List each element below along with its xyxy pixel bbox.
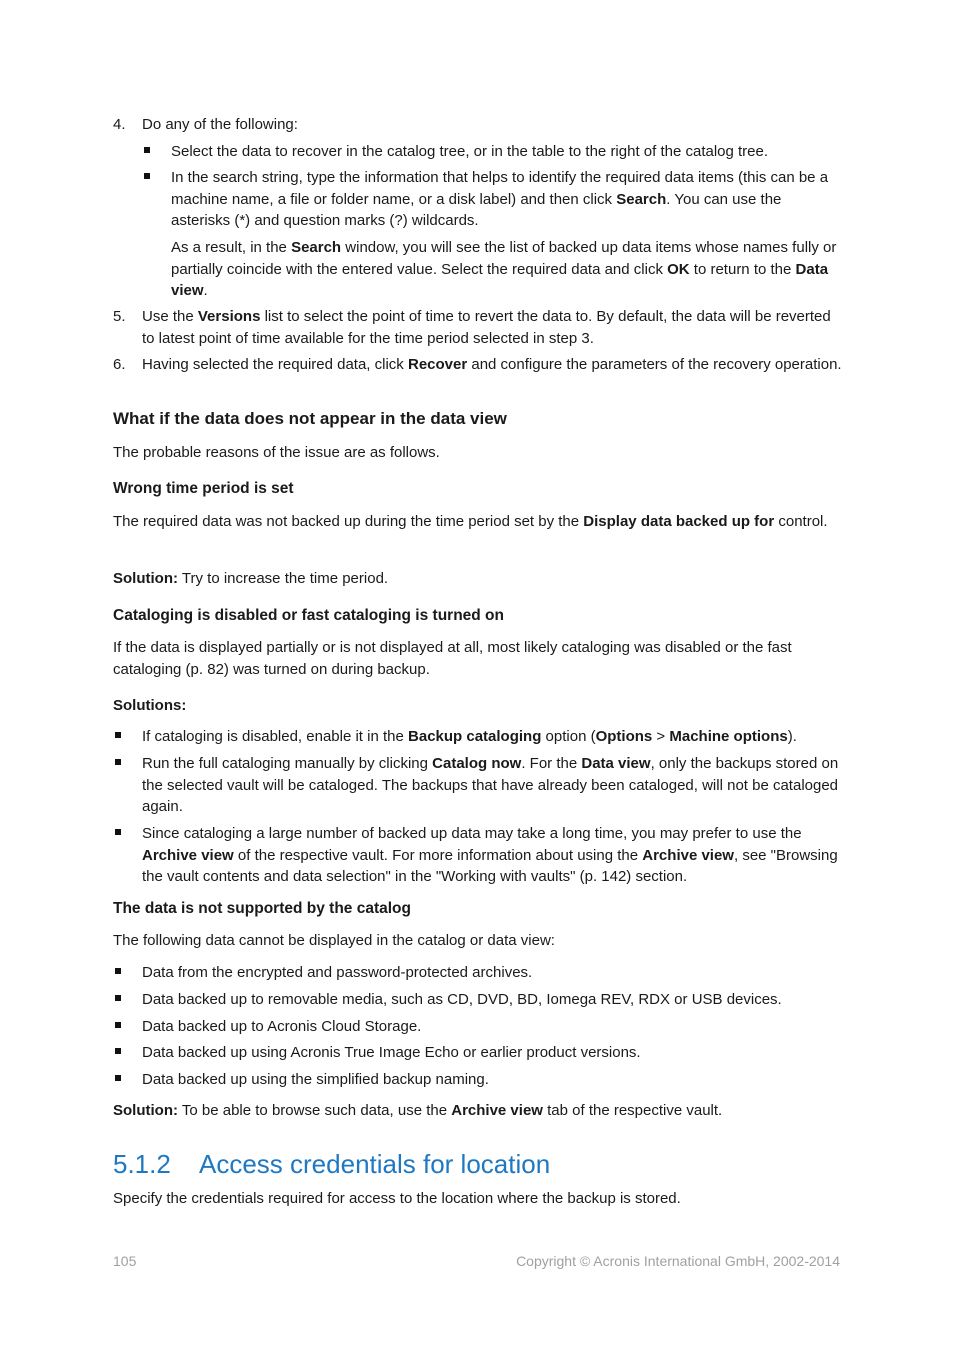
solution-paragraph: Solution: Try to increase the time period.: [113, 570, 389, 587]
section-title-text: Access credentials for location: [199, 1149, 551, 1179]
bullet-icon: [115, 1022, 121, 1028]
list-item-6: Having selected the required data, click Recover and configure the parameters of the recovery operation.: [142, 356, 842, 373]
bullet-icon: [115, 732, 121, 738]
bullet-icon: [115, 995, 121, 1001]
list-item: Data backed up to removable media, such as CD, DVD, BD, Iomega REV, RDX or USB devices.: [142, 991, 782, 1008]
paragraph: The required data was not backed up during the time period set by the Display data backed up for control.: [113, 513, 828, 530]
page-number: 105: [113, 1253, 137, 1269]
paragraph: The probable reasons of the issue are as follows.: [113, 444, 440, 461]
list-item: Data backed up using Acronis True Image Echo or earlier product versions.: [142, 1044, 641, 1061]
list-note: As a result, in the Search window, you will see the list of backed up data items whose names fully or partially coincide with the entered value. Select the required data and click OK to return to the Data view.: [171, 239, 837, 299]
section-heading: What if the data does not appear in the data view: [113, 409, 507, 428]
list-item: Data backed up using the simplified backup naming.: [142, 1071, 489, 1088]
list-item-5: Use the Versions list to select the point of time to revert the data to. By default, the data will be reverted to latest point of time available for the time period selected in step 3.: [142, 308, 831, 347]
list-item: Select the data to recover in the catalog tree, or in the table to the right of the catalog tree.: [171, 143, 769, 160]
subsection-heading: Wrong time period is set: [113, 480, 294, 497]
bullet-icon: [144, 147, 150, 153]
solutions-label: Solutions:: [113, 697, 187, 714]
paragraph: If the data is displayed partially or is not displayed at all, most likely cataloging was disabled or the fast cataloging (p. 82) was turned on during backup.: [113, 639, 792, 678]
list-item: In the search string, type the information that helps to identify the required data items (this can be a machine name, a file or folder name, or a disk label) and then click Search. You can use the asterisks (*) and question marks (?) wildcards.: [171, 169, 829, 229]
list-item: If cataloging is disabled, enable it in the Backup cataloging option (Options > Machine options).: [142, 728, 797, 745]
subsection-heading: Cataloging is disabled or fast cataloging is turned on: [113, 607, 504, 624]
list-number: 6.: [113, 356, 126, 373]
bullet-icon: [115, 1048, 121, 1054]
solution-paragraph: Solution: To be able to browse such data, use the Archive view tab of the respective vault.: [113, 1102, 723, 1119]
list-number: 5.: [113, 308, 126, 325]
list-item: Run the full cataloging manually by clicking Catalog now. For the Data view, only the backups stored on the selected vault will be cataloged. The backups that have already been cataloged, will not be cataloged again.: [142, 755, 839, 815]
list-item: Since cataloging a large number of backed up data may take a long time, you may prefer to use the Archive view of the respective vault. For more information about using the Archive view, see "Browsing the vault contents and data selection" in the "Working with vaults" (p. 142) section.: [142, 825, 838, 885]
bullet-icon: [115, 829, 121, 835]
section-title: [113, 1146, 550, 1182]
paragraph: The following data cannot be displayed in the catalog or data view:: [113, 932, 555, 949]
section-number: 5.1.2: [113, 1149, 171, 1179]
paragraph: Specify the credentials required for access to the location where the backup is stored.: [113, 1190, 681, 1207]
bullet-icon: [115, 759, 121, 765]
bullet-icon: [115, 1075, 121, 1081]
copyright: Copyright © Acronis International GmbH, 2002-2014: [516, 1253, 840, 1269]
bullet-icon: [144, 173, 150, 179]
list-item-4: Do any of the following:: [142, 116, 298, 133]
list-item: Data backed up to Acronis Cloud Storage.: [142, 1018, 422, 1035]
list-item: Data from the encrypted and password-protected archives.: [142, 964, 533, 981]
subsection-heading: The data is not supported by the catalog: [113, 900, 411, 917]
list-number: 4.: [113, 116, 126, 133]
bullet-icon: [115, 968, 121, 974]
